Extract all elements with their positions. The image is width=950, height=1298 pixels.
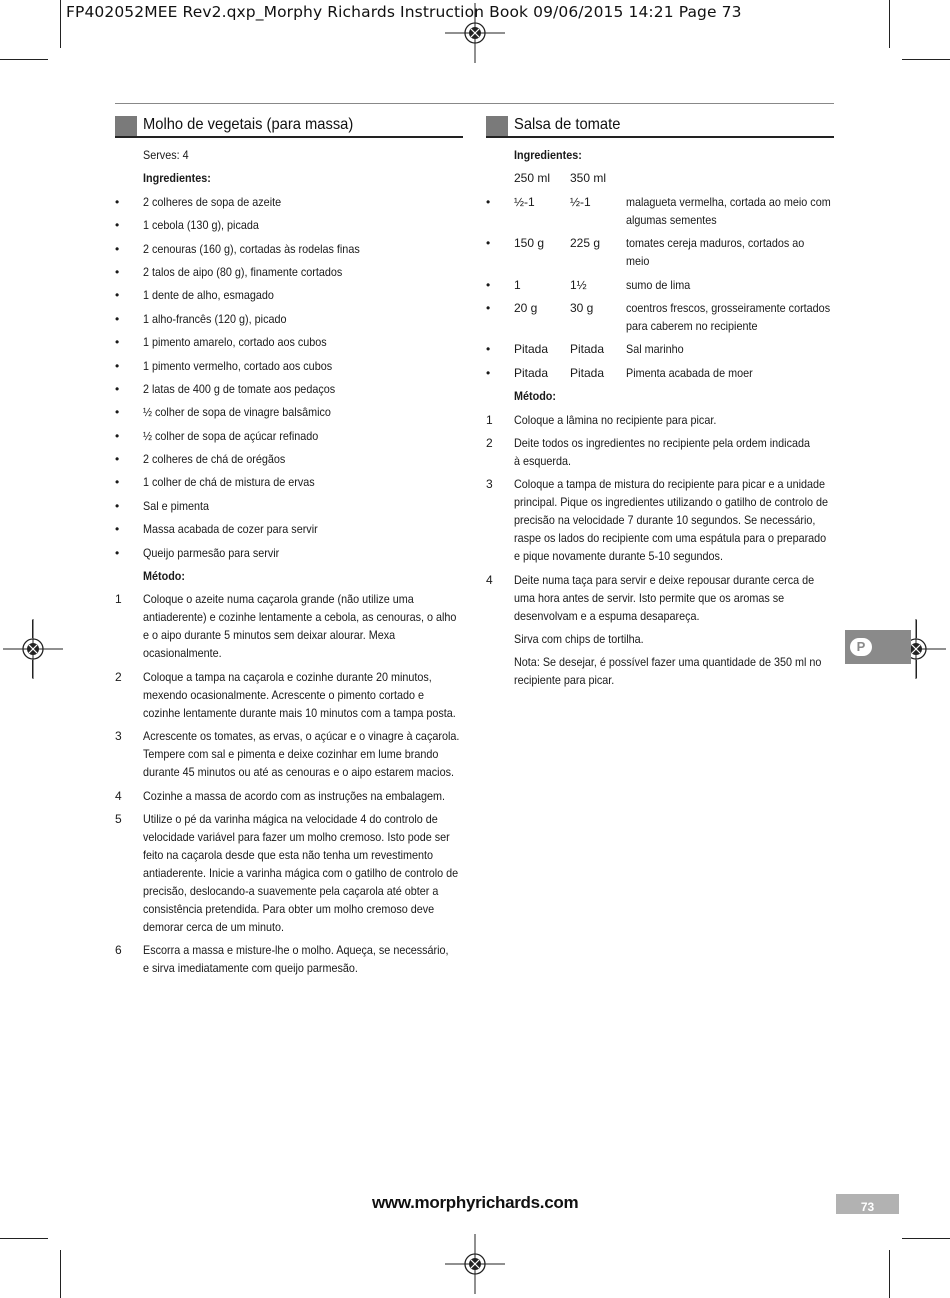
bullet: •: [115, 498, 120, 513]
ingredient-text: [143, 193, 463, 211]
list-item: [115, 450, 463, 468]
ingredient-line: [626, 252, 834, 270]
step-line: [143, 763, 463, 781]
list-item: [115, 380, 463, 398]
ingredient-line: Sal e pimenta: [143, 498, 210, 513]
language-tab: [845, 630, 911, 664]
step: [486, 571, 834, 625]
bullet: •: [115, 194, 120, 209]
ingredient-text: [143, 216, 463, 234]
step-line: [514, 475, 834, 493]
step-line-text: e sirva imediatamente com queijo parmesão.: [143, 961, 358, 976]
bullet: •: [486, 236, 491, 251]
ingredient-line: ½ colher de sopa de açúcar refinado: [143, 428, 319, 443]
step-line: [514, 571, 834, 589]
step-line: [143, 959, 463, 977]
ingredient-text: [143, 450, 463, 468]
step-line-text: desenvolvam e a espuma desapareça.: [514, 608, 700, 623]
step-line: [143, 668, 463, 686]
ingredient-line: Massa acabada de cozer para servir: [143, 522, 318, 537]
note: [486, 653, 834, 689]
step-number: 2: [115, 669, 122, 684]
step-line-text: cozinhe lentamente durante mais 10 minutos com a tampa posta.: [143, 705, 456, 720]
step-line: [514, 411, 834, 429]
ingredient-list: [115, 193, 463, 562]
ingredient-line: 1 alho-francês (120 g), picado: [143, 311, 287, 326]
step: [115, 787, 463, 805]
step-line-text: mexendo ocasionalmente. Acrescente o pimento cortado e: [143, 687, 424, 702]
note-line: [486, 671, 834, 689]
bullet: •: [486, 277, 491, 292]
crop-mark: [60, 1250, 61, 1298]
note-line-text: Nota: Se desejar, é possível fazer uma quantidade de 350 ml no: [514, 655, 822, 670]
step-line-text: Coloque a tampa de mistura do recipiente para picar e a unidade: [514, 477, 826, 492]
list-item: [115, 240, 463, 258]
step-number: 5: [115, 811, 122, 826]
step-line-text: antiaderente) e cozinhe lentamente a cebola, as cenouras, o alho: [143, 610, 457, 625]
ingredient-cells: [514, 340, 834, 358]
list-item: [115, 216, 463, 234]
step-line-text: e o aipo durante 5 minutos sem deixar alourar. Mexa: [143, 628, 396, 643]
bullet: •: [115, 218, 120, 233]
ingredient-line: 1 pimento vermelho, cortado aos cubos: [143, 358, 333, 373]
ingredient-text: [143, 286, 463, 304]
step: [115, 810, 463, 936]
bullet: •: [115, 241, 120, 256]
step-line: [143, 918, 463, 936]
step-number: 1: [486, 412, 493, 427]
step-line: [514, 547, 834, 565]
ingredient-text: [143, 380, 463, 398]
recipe-vegetable-sauce: [115, 114, 463, 977]
step-line-text: à esquerda.: [514, 453, 572, 468]
step-text: [143, 787, 463, 805]
ingredient-cells: [514, 364, 834, 382]
ingredient-text: [143, 497, 463, 515]
list-item: [115, 333, 463, 351]
quantity-large: ½-1: [570, 194, 591, 209]
registration-mark-icon: [445, 3, 505, 63]
step: [115, 941, 463, 977]
step-line: [143, 608, 463, 626]
step-text: [514, 475, 834, 565]
ingredient-text: [626, 340, 834, 358]
ingredient-text: [143, 263, 463, 281]
ingredient-line: 2 cenouras (160 g), cortadas às rodelas finas: [143, 241, 360, 256]
step-line-text: raspe os lados do recipiente com uma espátula para o preparado: [514, 531, 827, 546]
ingredient-line-text: Pimenta acabada de moer: [626, 365, 753, 380]
step-line: [143, 745, 463, 763]
step-text: [143, 668, 463, 722]
bullet: •: [115, 288, 120, 303]
step-line: [143, 787, 463, 805]
list-item: [115, 473, 463, 491]
website-logo: www.morphyrichards.com: [372, 1193, 579, 1212]
method-label: Método:: [143, 569, 185, 584]
table-row: [486, 276, 834, 294]
step-line-text: Coloque o azeite numa caçarola grande (não utilize uma: [143, 592, 414, 607]
ingredient-line: [626, 276, 834, 294]
registration-mark-icon: [3, 619, 63, 679]
bullet: •: [115, 545, 120, 560]
step: [115, 590, 463, 662]
crop-mark: [889, 1250, 890, 1298]
bullet: •: [486, 342, 491, 357]
print-slug: FP402052MEE Rev2.qxp_Morphy Richards Instruction Book 09/06/2015 14:21 Page 73: [66, 3, 742, 21]
ingredient-line: [626, 193, 834, 211]
step-line: [514, 434, 834, 452]
ingredient-cells: [514, 193, 834, 229]
ingredient-text: [143, 357, 463, 375]
step-text: [143, 727, 463, 781]
step-line: [514, 511, 834, 529]
bullet: •: [115, 452, 120, 467]
ingredient-text: [626, 364, 834, 382]
step-text: [143, 590, 463, 662]
section-header: [115, 114, 463, 138]
ingredient-text: [143, 403, 463, 421]
recipe-tomato-salsa: [486, 114, 834, 689]
ingredients-label: Ingredientes:: [514, 148, 582, 162]
step-line: [143, 846, 463, 864]
ingredient-line: 2 colheres de chá de orégãos: [143, 452, 286, 467]
step-number: 4: [486, 572, 493, 587]
bullet: •: [115, 358, 120, 373]
step-line-text: Coloque a tampa na caçarola e cozinhe durante 20 minutos,: [143, 669, 432, 684]
quantity-small: Pitada: [514, 342, 549, 357]
step-line: [143, 727, 463, 745]
list-item: [115, 427, 463, 445]
step-line: [143, 941, 463, 959]
step-text: [143, 941, 463, 977]
ingredient-line-text: algumas sementes: [626, 212, 717, 227]
bullet: •: [486, 300, 491, 315]
section-header: [486, 114, 834, 138]
ingredient-line: 1 cebola (130 g), picada: [143, 218, 259, 233]
step-line-text: precisão na velocidade 7 durante 10 segundos. Se necessário,: [514, 513, 816, 528]
list-item: [115, 520, 463, 538]
step-line-text: Coloque a lâmina no recipiente para picar.: [514, 412, 717, 427]
ingredient-text: [626, 234, 834, 270]
step-number: 6: [115, 943, 122, 958]
step-line: [143, 900, 463, 918]
quantity-small: 1: [514, 277, 521, 292]
step: [115, 727, 463, 781]
step-line-text: durante 45 minutos ou até as cenouras e o aipo estarem macios.: [143, 765, 454, 780]
bullet: •: [115, 264, 120, 279]
ingredient-text: [143, 544, 463, 562]
list-item: [115, 497, 463, 515]
quantity-small: 20 g: [514, 300, 538, 315]
crop-mark: [889, 0, 890, 48]
quantity-large: 225 g: [570, 236, 601, 251]
step-line: [514, 607, 834, 625]
step-line: [143, 864, 463, 882]
ingredient-cells: [514, 299, 834, 335]
list-item: [115, 286, 463, 304]
step-line: [514, 493, 834, 511]
step-line-text: antiaderente. Inicie a varinha mágica com o gatilho de controlo de: [143, 865, 459, 880]
step-number: 4: [115, 788, 122, 803]
ingredient-line-text: tomates cereja maduros, cortados ao: [626, 236, 805, 251]
ingredient-text: [143, 240, 463, 258]
ingredient-line-text: Sal marinho: [626, 342, 684, 357]
ingredient-line: [626, 317, 834, 335]
page-number: 73: [836, 1194, 899, 1214]
list-item: [115, 544, 463, 562]
method-steps: [486, 411, 834, 625]
crop-mark: [902, 59, 950, 60]
bullet: •: [115, 381, 120, 396]
ingredient-line: 2 colheres de sopa de azeite: [143, 194, 282, 209]
ingredient-line: [626, 364, 834, 382]
step-number: 3: [486, 477, 493, 492]
note-line-text: recipiente para picar.: [514, 673, 615, 688]
crop-mark: [0, 1238, 48, 1239]
step: [486, 475, 834, 565]
bullet: •: [486, 194, 491, 209]
step: [486, 434, 834, 470]
crop-mark: [60, 0, 61, 48]
ingredient-text: [143, 473, 463, 491]
section-square: [486, 116, 508, 136]
step-line-text: principal. Pique os ingredientes utilizando o gatilho de controlo de: [514, 495, 829, 510]
step-line-text: Escorra a massa e misture-lhe o molho. Aqueça, se necessário,: [143, 943, 449, 958]
crop-mark: [902, 1238, 950, 1239]
ingredient-line: ½ colher de sopa de vinagre balsâmico: [143, 405, 331, 420]
ingredient-text: [626, 276, 834, 294]
bullet: •: [115, 428, 120, 443]
step-line-text: Utilize o pé da varinha mágica na velocidade 4 do controlo de: [143, 811, 438, 826]
ingredient-line-text: malagueta vermelha, cortada ao meio com: [626, 194, 831, 209]
ingredient-text: [143, 333, 463, 351]
quantity-small: 150 g: [514, 236, 545, 251]
quantity-small: Pitada: [514, 365, 549, 380]
step-line: [514, 452, 834, 470]
ingredient-line: Queijo parmesão para servir: [143, 545, 280, 560]
step-line-text: velocidade variável para fazer um molho cremoso. Isto pode ser: [143, 829, 450, 844]
method-steps: [115, 590, 463, 977]
ingredient-line-text: para caberem no recipiente: [626, 318, 758, 333]
ingredient-line: 2 latas de 400 g de tomate aos pedaços: [143, 381, 336, 396]
ingredient-line-text: meio: [626, 254, 650, 269]
section-title: Molho de vegetais (para massa): [143, 116, 354, 133]
step-line-text: consistência pretendida. Para obter um molho cremoso deve: [143, 901, 435, 916]
table-row: [486, 340, 834, 358]
ingredient-cells: [514, 234, 834, 270]
ingredients-label: Ingredientes:: [143, 171, 211, 186]
bullet: •: [115, 335, 120, 350]
step-line: [143, 810, 463, 828]
ingredient-line: [626, 234, 834, 252]
step-line: [143, 704, 463, 722]
ingredient-table: [486, 193, 834, 382]
step: [115, 668, 463, 722]
ingredient-line-text: sumo de lima: [626, 277, 691, 292]
serves: Serves: 4: [143, 148, 189, 162]
step-line: [143, 644, 463, 662]
quantity-350: 350 ml: [570, 171, 607, 186]
bullet: •: [486, 365, 491, 380]
step-line-text: precisão, deslocando-a suavemente pela caçarola até obter a: [143, 883, 439, 898]
list-item: [115, 263, 463, 281]
section-title: Salsa de tomate: [514, 116, 621, 133]
ingredient-text: [143, 427, 463, 445]
ingredient-line: [626, 340, 834, 358]
ingredient-text: [626, 193, 834, 229]
quantity-large: 1½: [570, 277, 587, 292]
step-number: 3: [115, 729, 122, 744]
crop-mark: [0, 59, 48, 60]
step-line: [143, 828, 463, 846]
table-row: [486, 234, 834, 270]
ingredient-text: [143, 310, 463, 328]
bullet: •: [115, 522, 120, 537]
step-line-text: e pique novamente durante 5-10 segundos.: [514, 549, 723, 564]
step-text: [143, 810, 463, 936]
quantity-250: 250 ml: [514, 171, 551, 186]
list-item: [115, 193, 463, 211]
step: [486, 411, 834, 429]
step-number: 2: [486, 435, 493, 450]
list-item: [115, 310, 463, 328]
step-line: [143, 590, 463, 608]
step-line-text: Deite numa taça para servir e deixe repousar durante cerca de: [514, 572, 815, 587]
quantity-large: Pitada: [570, 342, 605, 357]
step-line: [143, 686, 463, 704]
language-tab-label: P: [850, 638, 872, 656]
table-row: [486, 364, 834, 382]
ingredient-text: [143, 520, 463, 538]
ingredient-line: [626, 211, 834, 229]
section-square: [115, 116, 137, 136]
ingredient-line-text: coentros frescos, grosseiramente cortados: [626, 300, 831, 315]
bullet: •: [115, 405, 120, 420]
method-label: Método:: [514, 389, 556, 404]
step-line-text: feito na caçarola desde que esta não tenha um revestimento: [143, 847, 433, 862]
quantity-large: Pitada: [570, 365, 605, 380]
step-line: [514, 589, 834, 607]
bullet: •: [115, 311, 120, 326]
bullet: •: [115, 475, 120, 490]
ingredient-line: 1 pimento amarelo, cortado aos cubos: [143, 335, 327, 350]
table-row: [486, 299, 834, 335]
table-row: [486, 193, 834, 229]
ingredient-text: [626, 299, 834, 335]
list-item: [115, 357, 463, 375]
step-line-text: Cozinhe a massa de acordo com as instruções na embalagem.: [143, 788, 445, 803]
quantity-small: ½-1: [514, 194, 535, 209]
step-text: [514, 411, 834, 429]
step-line: [143, 882, 463, 900]
ingredient-line: 1 colher de chá de mistura de ervas: [143, 475, 315, 490]
step-text: [514, 434, 834, 470]
step-number: 1: [115, 592, 122, 607]
ingredient-line: 2 talos de aipo (80 g), finamente cortados: [143, 264, 343, 279]
step-text: [514, 571, 834, 625]
step-line: [143, 626, 463, 644]
step-line-text: ocasionalmente.: [143, 646, 222, 661]
quantity-header: [486, 169, 834, 187]
top-rule: [115, 103, 834, 104]
step-line: [514, 529, 834, 547]
step-line-text: Deite todos os ingredientes no recipiente pela ordem indicada: [514, 435, 810, 450]
ingredient-line: [626, 299, 834, 317]
registration-mark-icon: [445, 1234, 505, 1294]
quantity-large: 30 g: [570, 300, 594, 315]
ingredient-line: 1 dente de alho, esmagado: [143, 288, 274, 303]
step-line-text: uma hora antes de servir. Isto permite que os aromas se: [514, 590, 785, 605]
step-line-text: demorar cerca de um minuto.: [143, 919, 285, 934]
step-line-text: Acrescente os tomates, as ervas, o açúcar e o vinagre à caçarola.: [143, 729, 460, 744]
list-item: [115, 403, 463, 421]
step-line-text: Tempere com sal e pimenta e deixe cozinhar em lume brando: [143, 747, 439, 762]
note-line: [486, 653, 834, 671]
ingredient-cells: [514, 276, 834, 294]
serve-note: Sirva com chips de tortilha.: [514, 632, 644, 647]
